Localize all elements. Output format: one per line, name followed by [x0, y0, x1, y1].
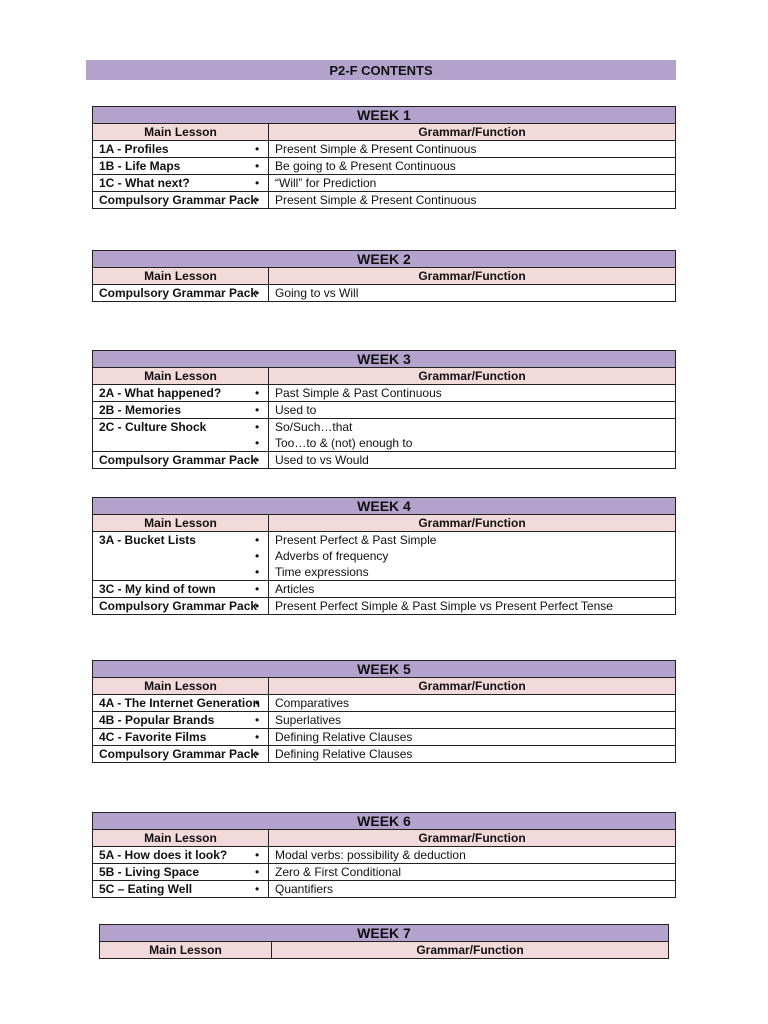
grammar-bullet-item: • Modal verbs: possibility & deduction [275, 847, 669, 863]
grammar-cell [269, 285, 676, 302]
grammar-cell [269, 175, 676, 192]
grammar-bullet-item: • Comparatives [275, 695, 669, 711]
grammar-bullet-item: • Defining Relative Clauses [275, 729, 669, 745]
week-title: WEEK 2 [93, 251, 676, 268]
week-table [92, 497, 676, 615]
table-row [93, 581, 676, 598]
week-title: WEEK 7 [100, 925, 669, 942]
table-row [93, 881, 676, 898]
table-row [93, 192, 676, 209]
grammar-bullet-item: • Zero & First Conditional [275, 864, 669, 880]
grammar-cell [269, 746, 676, 763]
main-lesson-header: Main Lesson [93, 678, 269, 695]
table-row [93, 175, 676, 192]
grammar-cell [269, 864, 676, 881]
grammar-cell [269, 452, 676, 469]
main-lesson-header: Main Lesson [93, 268, 269, 285]
lesson-cell: 1B - Life Maps [93, 158, 269, 175]
week-title: WEEK 6 [93, 813, 676, 830]
table-row [93, 729, 676, 746]
document-title: P2-F CONTENTS [86, 60, 676, 80]
lesson-cell: 5B - Living Space [93, 864, 269, 881]
lesson-cell: 1A - Profiles [93, 141, 269, 158]
grammar-cell [269, 402, 676, 419]
grammar-cell [269, 881, 676, 898]
grammar-function-header: Grammar/Function [269, 515, 676, 532]
table-row [93, 158, 676, 175]
grammar-cell [269, 385, 676, 402]
week-table [92, 350, 676, 469]
lesson-cell: 5A - How does it look? [93, 847, 269, 864]
grammar-bullet-item: • Present Simple & Present Continuous [275, 141, 669, 157]
week-title: WEEK 3 [93, 351, 676, 368]
grammar-cell [269, 532, 676, 581]
table-row [93, 864, 676, 881]
week-title: WEEK 1 [93, 107, 676, 124]
grammar-cell [269, 419, 676, 452]
main-lesson-header: Main Lesson [93, 830, 269, 847]
grammar-bullet-item: • So/Such…that [275, 419, 669, 435]
grammar-cell [269, 847, 676, 864]
grammar-bullet-item: • Defining Relative Clauses [275, 746, 669, 762]
lesson-cell: 3C - My kind of town [93, 581, 269, 598]
grammar-function-header: Grammar/Function [269, 268, 676, 285]
table-row [93, 419, 676, 452]
main-lesson-header: Main Lesson [93, 124, 269, 141]
grammar-bullet-item: • Be going to & Present Continuous [275, 158, 669, 174]
week-title: WEEK 5 [93, 661, 676, 678]
lesson-cell: Compulsory Grammar Pack [93, 192, 269, 209]
table-row [93, 141, 676, 158]
main-lesson-header: Main Lesson [93, 368, 269, 385]
table-row [93, 285, 676, 302]
grammar-cell [269, 192, 676, 209]
table-row [93, 746, 676, 763]
grammar-bullet-item: • “Will” for Prediction [275, 175, 669, 191]
lesson-cell: 4C - Favorite Films [93, 729, 269, 746]
week-title: WEEK 4 [93, 498, 676, 515]
week-table [92, 250, 676, 302]
grammar-cell [269, 712, 676, 729]
grammar-function-header: Grammar/Function [269, 830, 676, 847]
grammar-function-header: Grammar/Function [269, 678, 676, 695]
main-lesson-header: Main Lesson [100, 942, 272, 959]
week-table [92, 106, 676, 209]
lesson-cell: 4B - Popular Brands [93, 712, 269, 729]
table-row [93, 532, 676, 581]
grammar-bullet-item: • Articles [275, 581, 669, 597]
grammar-bullet-item: • Too…to & (not) enough to [275, 435, 669, 451]
grammar-cell [269, 158, 676, 175]
lesson-cell: Compulsory Grammar Pack [93, 452, 269, 469]
lesson-cell: 2C - Culture Shock [93, 419, 269, 452]
grammar-cell [269, 695, 676, 712]
grammar-bullet-item: • Used to [275, 402, 669, 418]
grammar-bullet-item: • Time expressions [275, 564, 669, 580]
grammar-bullet-item: • Past Simple & Past Continuous [275, 385, 669, 401]
week-table [99, 924, 669, 959]
grammar-cell [269, 598, 676, 615]
grammar-bullet-item: • Quantifiers [275, 881, 669, 897]
table-row [93, 598, 676, 615]
week-table [92, 812, 676, 898]
lesson-cell: 2B - Memories [93, 402, 269, 419]
table-row [93, 847, 676, 864]
grammar-cell [269, 581, 676, 598]
table-row [93, 452, 676, 469]
grammar-function-header: Grammar/Function [269, 124, 676, 141]
grammar-bullet-item: • Going to vs Will [275, 285, 669, 301]
lesson-cell: 3A - Bucket Lists [93, 532, 269, 581]
lesson-cell: Compulsory Grammar Pack [93, 746, 269, 763]
grammar-bullet-item: • Adverbs of frequency [275, 548, 669, 564]
grammar-bullet-item: • Present Perfect Simple & Past Simple vs Present Perfect Tense [275, 598, 669, 614]
grammar-cell [269, 141, 676, 158]
lesson-cell: Compulsory Grammar Pack [93, 598, 269, 615]
table-row [93, 695, 676, 712]
week-table [92, 660, 676, 763]
grammar-bullet-item: • Present Simple & Present Continuous [275, 192, 669, 208]
lesson-cell: 4A - The Internet Generation [93, 695, 269, 712]
lesson-cell: Compulsory Grammar Pack [93, 285, 269, 302]
grammar-bullet-item: • Superlatives [275, 712, 669, 728]
grammar-cell [269, 729, 676, 746]
lesson-cell: 5C – Eating Well [93, 881, 269, 898]
main-lesson-header: Main Lesson [93, 515, 269, 532]
lesson-cell: 2A - What happened? [93, 385, 269, 402]
table-row [93, 712, 676, 729]
table-row [93, 402, 676, 419]
grammar-bullet-item: • Used to vs Would [275, 452, 669, 468]
grammar-function-header: Grammar/Function [272, 942, 669, 959]
grammar-function-header: Grammar/Function [269, 368, 676, 385]
grammar-bullet-item: • Present Perfect & Past Simple [275, 532, 669, 548]
table-row [93, 385, 676, 402]
lesson-cell: 1C - What next? [93, 175, 269, 192]
